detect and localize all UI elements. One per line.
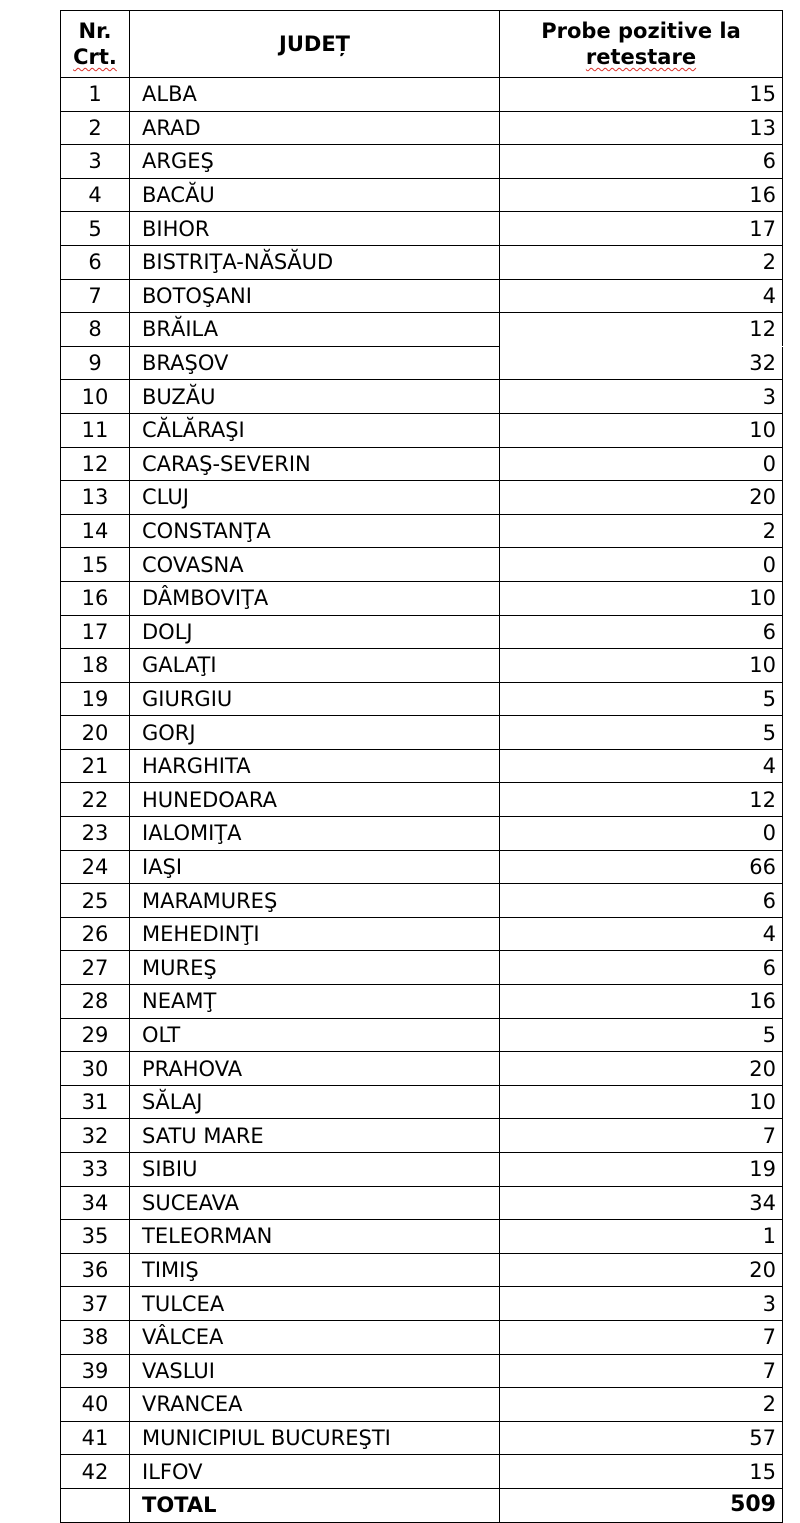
table-row <box>61 1052 783 1086</box>
table-row <box>61 917 783 951</box>
row-number: 38 <box>61 1320 130 1354</box>
positive-count: 17 <box>500 212 783 246</box>
table-row <box>61 413 783 447</box>
row-number: 9 <box>61 346 130 380</box>
positive-count: 7 <box>500 1119 783 1153</box>
table-row <box>61 111 783 145</box>
county-name: ILFOV <box>130 1455 500 1489</box>
row-number: 13 <box>61 481 130 515</box>
county-name: BRAŞOV <box>130 346 500 380</box>
positive-count: 3 <box>500 380 783 414</box>
county-name: MARAMUREŞ <box>130 884 500 918</box>
header-nr-line2: Crt. <box>73 45 117 69</box>
county-name: SĂLAJ <box>130 1085 500 1119</box>
county-name: IALOMIŢA <box>130 817 500 851</box>
row-number: 35 <box>61 1220 130 1254</box>
county-name: SUCEAVA <box>130 1186 500 1220</box>
county-name: BUZĂU <box>130 380 500 414</box>
county-name: GALAŢI <box>130 649 500 683</box>
row-number: 34 <box>61 1186 130 1220</box>
positive-count: 10 <box>500 413 783 447</box>
table-row <box>61 1354 783 1388</box>
county-name: TULCEA <box>130 1287 500 1321</box>
row-number: 7 <box>61 279 130 313</box>
row-number: 31 <box>61 1085 130 1119</box>
row-number: 16 <box>61 581 130 615</box>
results-table-wrapper <box>60 10 782 1523</box>
table-row <box>61 313 783 347</box>
positive-count: 0 <box>500 548 783 582</box>
table-row <box>61 817 783 851</box>
row-number: 42 <box>61 1455 130 1489</box>
positive-count: 2 <box>500 1388 783 1422</box>
county-name: SIBIU <box>130 1153 500 1187</box>
table-row <box>61 1119 783 1153</box>
positive-count: 16 <box>500 985 783 1019</box>
positive-count: 32 <box>500 346 783 380</box>
row-number: 41 <box>61 1421 130 1455</box>
positive-count: 0 <box>500 817 783 851</box>
county-name: MUNICIPIUL BUCUREŞTI <box>130 1421 500 1455</box>
positive-count: 20 <box>500 1253 783 1287</box>
total-empty-cell <box>61 1488 130 1522</box>
positive-count: 4 <box>500 749 783 783</box>
county-name: BOTOŞANI <box>130 279 500 313</box>
table-row <box>61 145 783 179</box>
table-row <box>61 548 783 582</box>
positive-count: 2 <box>500 245 783 279</box>
positive-count: 4 <box>500 279 783 313</box>
positive-count: 10 <box>500 581 783 615</box>
row-number: 22 <box>61 783 130 817</box>
row-number: 14 <box>61 514 130 548</box>
table-row <box>61 749 783 783</box>
county-name: IAŞI <box>130 850 500 884</box>
positive-count: 12 <box>500 783 783 817</box>
positive-count: 5 <box>500 1018 783 1052</box>
table-row <box>61 985 783 1019</box>
row-number: 33 <box>61 1153 130 1187</box>
county-name: BISTRIŢA-NĂSĂUD <box>130 245 500 279</box>
row-number: 17 <box>61 615 130 649</box>
positive-count: 66 <box>500 850 783 884</box>
county-name: CONSTANŢA <box>130 514 500 548</box>
county-name: BACĂU <box>130 178 500 212</box>
positive-count: 34 <box>500 1186 783 1220</box>
county-name: CLUJ <box>130 481 500 515</box>
row-number: 36 <box>61 1253 130 1287</box>
positive-count: 5 <box>500 682 783 716</box>
table-row <box>61 951 783 985</box>
row-number: 40 <box>61 1388 130 1422</box>
row-number: 3 <box>61 145 130 179</box>
county-name: DÂMBOVIŢA <box>130 581 500 615</box>
table-row <box>61 481 783 515</box>
table-row <box>61 682 783 716</box>
total-value: 509 <box>500 1488 783 1522</box>
row-number: 29 <box>61 1018 130 1052</box>
row-number: 39 <box>61 1354 130 1388</box>
table-row <box>61 78 783 112</box>
row-number: 24 <box>61 850 130 884</box>
row-number: 28 <box>61 985 130 1019</box>
total-label: TOTAL <box>130 1488 500 1522</box>
county-name: NEAMŢ <box>130 985 500 1019</box>
row-number: 18 <box>61 649 130 683</box>
table-row <box>61 1455 783 1489</box>
county-name: BRĂILA <box>130 313 500 347</box>
table-row <box>61 380 783 414</box>
positive-count: 1 <box>500 1220 783 1254</box>
row-number: 20 <box>61 716 130 750</box>
table-row <box>61 850 783 884</box>
county-name: CARAŞ-SEVERIN <box>130 447 500 481</box>
row-number: 8 <box>61 313 130 347</box>
table-body <box>61 78 783 1523</box>
table-row <box>61 1220 783 1254</box>
row-number: 25 <box>61 884 130 918</box>
county-name: VASLUI <box>130 1354 500 1388</box>
table-row <box>61 581 783 615</box>
county-name: OLT <box>130 1018 500 1052</box>
positive-count: 7 <box>500 1320 783 1354</box>
row-number: 23 <box>61 817 130 851</box>
table-row <box>61 716 783 750</box>
header-nr-line1: Nr. <box>78 19 112 43</box>
table-row <box>61 212 783 246</box>
positive-count: 6 <box>500 951 783 985</box>
county-name: GIURGIU <box>130 682 500 716</box>
table-row <box>61 1253 783 1287</box>
header-nr <box>61 11 130 78</box>
row-number: 30 <box>61 1052 130 1086</box>
positive-count: 16 <box>500 178 783 212</box>
header-probe-line2: retestare <box>585 45 697 69</box>
county-name: GORJ <box>130 716 500 750</box>
table-row <box>61 1153 783 1187</box>
positive-count: 5 <box>500 716 783 750</box>
county-name: COVASNA <box>130 548 500 582</box>
positive-count: 4 <box>500 917 783 951</box>
positive-count: 15 <box>500 78 783 112</box>
table-row <box>61 1085 783 1119</box>
positive-count: 57 <box>500 1421 783 1455</box>
county-name: ARAD <box>130 111 500 145</box>
table-row <box>61 279 783 313</box>
row-number: 15 <box>61 548 130 582</box>
row-number: 10 <box>61 380 130 414</box>
row-number: 5 <box>61 212 130 246</box>
positive-count: 6 <box>500 145 783 179</box>
table-row <box>61 1320 783 1354</box>
positive-count: 10 <box>500 1085 783 1119</box>
county-name: VRANCEA <box>130 1388 500 1422</box>
county-name: HARGHITA <box>130 749 500 783</box>
table-row <box>61 783 783 817</box>
county-name: VÂLCEA <box>130 1320 500 1354</box>
table-row <box>61 1186 783 1220</box>
table-row <box>61 245 783 279</box>
county-name: TELEORMAN <box>130 1220 500 1254</box>
header-row <box>61 11 783 78</box>
county-name: SATU MARE <box>130 1119 500 1153</box>
positive-count: 12 <box>500 313 783 347</box>
table-row <box>61 884 783 918</box>
county-name: TIMIŞ <box>130 1253 500 1287</box>
row-number: 1 <box>61 78 130 112</box>
row-number: 4 <box>61 178 130 212</box>
row-number: 26 <box>61 917 130 951</box>
results-table <box>60 10 783 1523</box>
county-name: MUREŞ <box>130 951 500 985</box>
header-judet: JUDEȚ <box>130 11 500 78</box>
county-name: HUNEDOARA <box>130 783 500 817</box>
row-number: 6 <box>61 245 130 279</box>
positive-count: 7 <box>500 1354 783 1388</box>
positive-count: 0 <box>500 447 783 481</box>
row-number: 27 <box>61 951 130 985</box>
total-row <box>61 1488 783 1522</box>
positive-count: 13 <box>500 111 783 145</box>
table-row <box>61 1287 783 1321</box>
positive-count: 15 <box>500 1455 783 1489</box>
positive-count: 6 <box>500 884 783 918</box>
row-number: 12 <box>61 447 130 481</box>
table-row <box>61 1018 783 1052</box>
row-number: 19 <box>61 682 130 716</box>
table-row <box>61 447 783 481</box>
positive-count: 20 <box>500 1052 783 1086</box>
row-number: 2 <box>61 111 130 145</box>
county-name: MEHEDINŢI <box>130 917 500 951</box>
county-name: PRAHOVA <box>130 1052 500 1086</box>
county-name: CĂLĂRAŞI <box>130 413 500 447</box>
row-number: 21 <box>61 749 130 783</box>
positive-count: 10 <box>500 649 783 683</box>
county-name: ALBA <box>130 78 500 112</box>
positive-count: 19 <box>500 1153 783 1187</box>
positive-count: 3 <box>500 1287 783 1321</box>
county-name: BIHOR <box>130 212 500 246</box>
county-name: ARGEŞ <box>130 145 500 179</box>
table-row <box>61 1421 783 1455</box>
table-row <box>61 615 783 649</box>
table-row <box>61 514 783 548</box>
header-probe <box>500 11 783 78</box>
row-number: 32 <box>61 1119 130 1153</box>
positive-count: 6 <box>500 615 783 649</box>
table-row <box>61 649 783 683</box>
row-number: 11 <box>61 413 130 447</box>
row-number: 37 <box>61 1287 130 1321</box>
county-name: DOLJ <box>130 615 500 649</box>
header-probe-line1-wrap <box>500 18 782 44</box>
positive-count: 2 <box>500 514 783 548</box>
table-row <box>61 1388 783 1422</box>
table-row <box>61 178 783 212</box>
table-row <box>61 346 783 380</box>
positive-count: 20 <box>500 481 783 515</box>
header-probe-line1: Probe pozitive la <box>541 19 741 43</box>
